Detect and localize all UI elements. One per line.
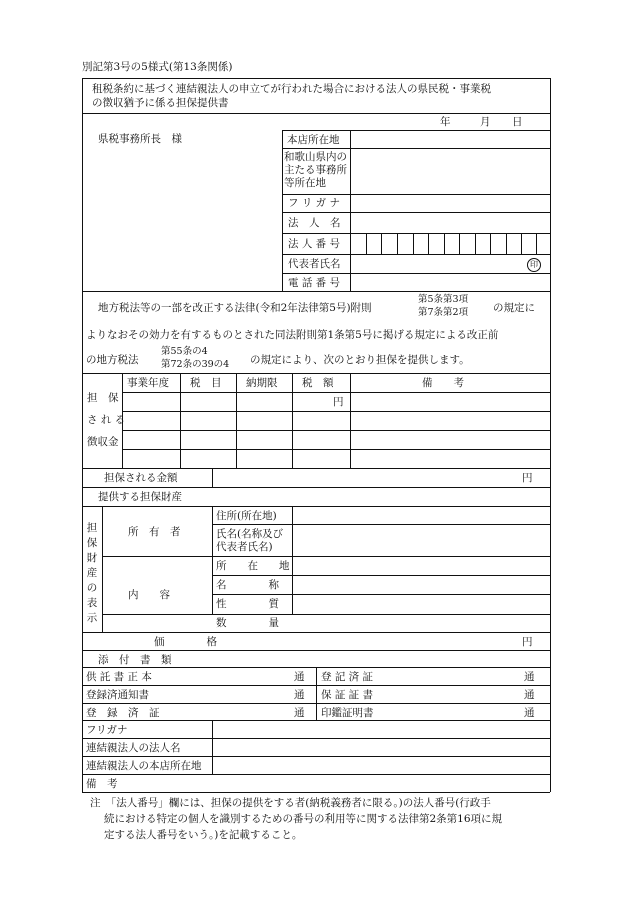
label-parent-hq: 連結親法人の本店所在地 xyxy=(86,760,202,772)
col-business-year: 事業年度 xyxy=(127,377,169,389)
label-main-office-2: 主たる事務所 xyxy=(284,164,347,176)
col-tax-item: 税 目 xyxy=(190,377,222,389)
label-main-office-1: 和歌山県内の xyxy=(284,151,347,163)
form-number: 別記第3号の5様式(第13条関係) xyxy=(82,61,233,73)
date-day: 日 xyxy=(512,116,523,128)
attachment-item-name: 登 記 済 証 xyxy=(321,671,374,683)
attachment-item-name: 登 録 済 証 xyxy=(86,707,160,719)
attachment-item-unit: 通 xyxy=(294,689,305,701)
label-owner-name-1: 氏名(名称及び xyxy=(216,528,284,540)
preamble-line1-a: 地方税法等の一部を改正する法律(令和2年法律第5号)附則 xyxy=(98,302,372,314)
col-tax-amount: 税 額 xyxy=(302,377,334,389)
col-remarks: 備 考 xyxy=(422,377,464,389)
preamble-line1-b1: 第5条第3項 xyxy=(418,294,469,305)
label-hq-address: 本店所在地 xyxy=(287,134,340,146)
attachment-item-name: 登録済通知書 xyxy=(86,689,149,701)
note-line3: 定する法人番号をいう。)を記載すること。 xyxy=(104,829,303,841)
addressee: 県税事務所長 様 xyxy=(98,133,182,145)
secured-side-label-1: 担 保 xyxy=(87,392,119,404)
label-attachments: 添 付 書 類 xyxy=(98,654,172,666)
attachment-item-unit: 通 xyxy=(524,689,535,701)
label-parent-furigana: フリガナ xyxy=(86,724,128,736)
label-phone: 電 話 番 号 xyxy=(288,277,341,289)
label-content: 内 容 xyxy=(128,589,170,601)
date-year: 年 xyxy=(440,116,451,128)
preamble-line1-b2: 第7条第2項 xyxy=(418,307,469,318)
secured-side-label-3: 徴収金 xyxy=(87,436,119,448)
preamble-line3-a: の地方税法 xyxy=(86,354,139,366)
collateral-side-label: 担保財産の表示 xyxy=(86,522,98,624)
label-remarks: 備 考 xyxy=(86,778,118,790)
form-title-line1: 租税条約に基づく連結親法人の申立てが行われた場合における法人の県民税・事業税 xyxy=(92,83,491,95)
col-due-date: 納期限 xyxy=(246,377,278,389)
preamble-line3-b1: 第55条の4 xyxy=(161,346,208,357)
attachment-item-unit: 通 xyxy=(294,707,305,719)
price-unit: 円 xyxy=(522,636,533,648)
label-corp-number: 法 人 番 号 xyxy=(288,238,341,250)
preamble-line3-b2: 第72条の39の4 xyxy=(161,359,230,370)
label-name: 名 称 xyxy=(216,579,279,591)
label-nature: 性 質 xyxy=(216,598,279,610)
attachment-item-unit: 通 xyxy=(294,671,305,683)
label-collateral: 提供する担保財産 xyxy=(98,491,182,503)
note-line2: 続における特定の個人を識別するための番号の利用等に関する法律第2条第16項に規 xyxy=(104,813,503,825)
secured-side-label-2: さ れ る xyxy=(87,414,126,426)
attachment-item-name: 印鑑証明書 xyxy=(321,707,374,719)
secured-amount-unit: 円 xyxy=(522,472,533,484)
seal-mark-icon: 印 xyxy=(527,258,541,272)
label-corp-name: 法 人 名 xyxy=(288,217,341,229)
label-quantity: 数 量 xyxy=(216,617,279,629)
preamble-line1-c: の規定に xyxy=(493,302,535,314)
preamble-line3-c: の規定により、次のとおり担保を提供します。 xyxy=(250,354,470,366)
note-line1: 注 「法人番号」欄には、担保の提供をする者(納税義務者に限る。)の法人番号(行政手 xyxy=(90,797,491,809)
label-owner-name-2: 代表者氏名) xyxy=(216,541,273,553)
label-secured-amount: 担保される金額 xyxy=(104,472,178,484)
preamble-line2: よりなおその効力を有するものとされた同法附則第1条第5号に掲げる規定による改正前 xyxy=(86,329,499,341)
label-location: 所 在 地 xyxy=(216,560,290,572)
form-title-line2: の徴収猶予に係る担保提供書 xyxy=(92,97,229,109)
attachment-item-unit: 通 xyxy=(524,707,535,719)
label-representative: 代表者氏名 xyxy=(288,258,341,270)
label-furigana: フ リ ガ ナ xyxy=(288,197,341,209)
tax-amount-unit: 円 xyxy=(333,396,344,408)
label-main-office-3: 等所在地 xyxy=(284,177,326,189)
label-owner-address: 住所(所在地) xyxy=(216,510,277,522)
attachment-item-name: 供 託 書 正 本 xyxy=(86,671,152,683)
label-owner: 所 有 者 xyxy=(128,526,181,538)
attachment-item-unit: 通 xyxy=(524,671,535,683)
date-month: 月 xyxy=(480,116,491,128)
label-price: 価 格 xyxy=(154,636,217,648)
label-parent-name: 連結親法人の法人名 xyxy=(86,742,181,754)
attachment-item-name: 保 証 証 書 xyxy=(321,689,374,701)
